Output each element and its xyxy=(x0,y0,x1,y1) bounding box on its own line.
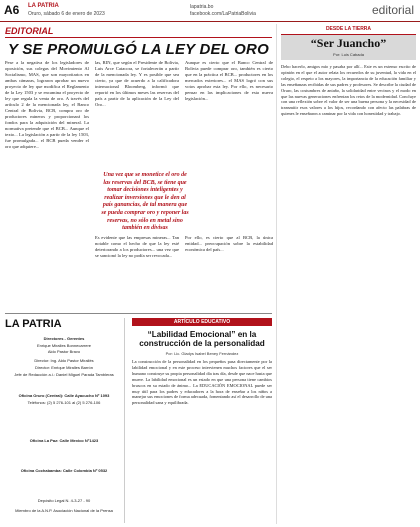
article-title: “Labilidad Emocional” en la construcción de la personalidad xyxy=(139,330,265,349)
masthead-line: Directores - Gerentes xyxy=(43,336,85,341)
masthead-line: Depósito Legal N. 4-3-27 - 90 xyxy=(37,498,91,503)
editorial-kicker: EDITORIAL xyxy=(5,26,54,36)
masthead-line: Oficina Cochabamba: Calle Colombia Nº 0532 xyxy=(20,468,108,473)
divider xyxy=(5,37,272,38)
editorial-column-2-continued: Es evidente que las empresas mineras... Tan notable como el hecho de que la ley esté deteriorando a los productores... una vez que se sancionó la ley no podía ser revocada... xyxy=(95,235,179,258)
article-body: La construcción de la personalidad en los pequeños pasa directamente por la labilidad emocional y en este proceso intervienen muchos factores que el ser humano construye su propia personalidad día tras día, desde que nace hasta que muere. La labilidad emocional es un estado en que una persona tiene cambios bruscos en su estado de ánimo... La EDUCACIÓN EMOCIONAL puede ser muy útil para los padres y educadores a la hora de enseñar a los niños a manejar sus emociones de forma adecuada, fomentando así el desarrollo de una personalidad sana y equilibrada. xyxy=(132,359,272,406)
editorial-column-3: Aunque es cierto que el Banco Central de Bolivia puede comprar oro, también es cierto que en la práctica el BCB... productores en los mercados exteriores... el MAS logró con sus votos aprobar esta ley. Por ello, es necesario pensar en las implicaciones de esta nueva legislación... xyxy=(185,60,273,101)
masthead xyxy=(5,318,125,523)
column-separator xyxy=(276,24,277,524)
masthead-line: Director: Ing. Aldo Pastor Mirallés xyxy=(34,358,94,363)
article-kicker: ARTÍCULO EDUCATIVO xyxy=(132,318,272,326)
column-title: “Ser Juancho” xyxy=(310,36,387,50)
section-label: editorial xyxy=(371,3,414,17)
column-author: Por: Luis Cabada xyxy=(333,52,364,57)
website-link[interactable]: lapatria.bo xyxy=(190,4,214,10)
masthead-line: Teléfonos: (2) 5 276-101 al (2) 5 276-106 xyxy=(27,400,101,405)
issue-date: Oruro, sábado 6 de enero de 2023 xyxy=(28,11,105,17)
masthead-title: LA PATRIA xyxy=(5,318,62,330)
facebook-link[interactable]: facebook.com/LaPatriaBolivia xyxy=(190,11,256,17)
page-header xyxy=(0,0,420,22)
editorial-column-2: las, RIN, que según el Presidente de Bolivia, Luis Arce Catacora, se fortalecerán a partir de la mencionada ley. Y es posible que sea cierto, ya que de acuerdo a la calificadora internacional Bloomberg, informó que reportó en los últimos meses las reservas del país a partir de la aplicación de la Ley del Oro... xyxy=(95,60,179,107)
masthead-line: Aldo Pastor Bravo xyxy=(47,349,81,354)
masthead-line: Enrique Miralles Bonnecarrere xyxy=(36,343,92,348)
divider xyxy=(5,313,272,314)
masthead-line: Jefe de Redacción a.i.: Daniel Miguel Parada Tambleras xyxy=(14,372,114,377)
editorial-column-3-continued: Por ello, es cierto que al BCB, la única entidad... preocupación sobre la estabilidad económica del país... xyxy=(185,235,273,252)
column-kicker: DESDE LA TIERRA xyxy=(325,26,372,32)
masthead-line: Director: Enrique Miralles Barrón xyxy=(34,365,94,370)
column-body: Debo hacerlo, amigos mío y pasaba por allí... Este es un extenso escrito de opinión en el que el autor relata los recuerdos de su juventud, la vida en el colegio, el respeto a los mayores, la importancia de la educación familiar y las enseñanzas recibidas de sus padres y profesores. Se describe la ciudad de Oruro, las costumbres de antaño, la solidaridad entre vecinos y el modo en que las nuevas generaciones enfrentan los retos de la modernidad. Concluye con una reflexión sobre el valor de ser una buena persona y la necesidad de transmitir esos valores a los hijos, recordando con afecto las palabras de quienes le enseñaron a caminar por la vida con honestidad y trabajo. xyxy=(281,64,416,117)
editorial-title: Y SE PROMULGÓ LA LEY DEL ORO xyxy=(8,41,269,58)
masthead-line: Oficina Oruro (Central): Calle Ayacucho Nº 1093 xyxy=(18,393,110,398)
article-author: Por: Lic. Gladys Isabel Beney Fernández xyxy=(165,351,239,356)
page-number: A6 xyxy=(4,3,20,17)
masthead-line: Oficina La Paz: Calle Mexico N°1423 xyxy=(29,438,99,443)
editorial-column-1: Pese a la negativa de los legisladores de oposición, sus colegas del Movimiento Al Socialismo, MAS, que son mayoritarios en ambas cámaras, lograron aprobar un nuevo proyecto de ley que modifica el Reglamento de la Ley 1503 y se encamina el proyecto de ley que regula la venta de oro. A través del artículo 2 de la mencionada ley, el Banco Central de Bolivia, BCB, compra oro de productores mineros y proporcionará los fondos para la adquisición del mineral. La normativa pretende que el BCB... Aunque el texto... La legislación a partir de la ley 1503, fue promulgada... el BCB pueda vender el oro que adquiere... xyxy=(5,60,89,149)
masthead-line: Miembro de la A.N.P. Asociación Nacional de la Prensa xyxy=(15,508,113,513)
pull-quote: Una vez que se monetice el oro de las reservas del BCB, se tiene que tomar decisiones inteligentes y realizar inversiones que le den al país ganancias, de tal manera que se pueda comprar oro y reponer las reservas, no sólo en metal sino también en divisas xyxy=(101,172,189,232)
newspaper-logo: LA PATRIA xyxy=(28,3,59,9)
